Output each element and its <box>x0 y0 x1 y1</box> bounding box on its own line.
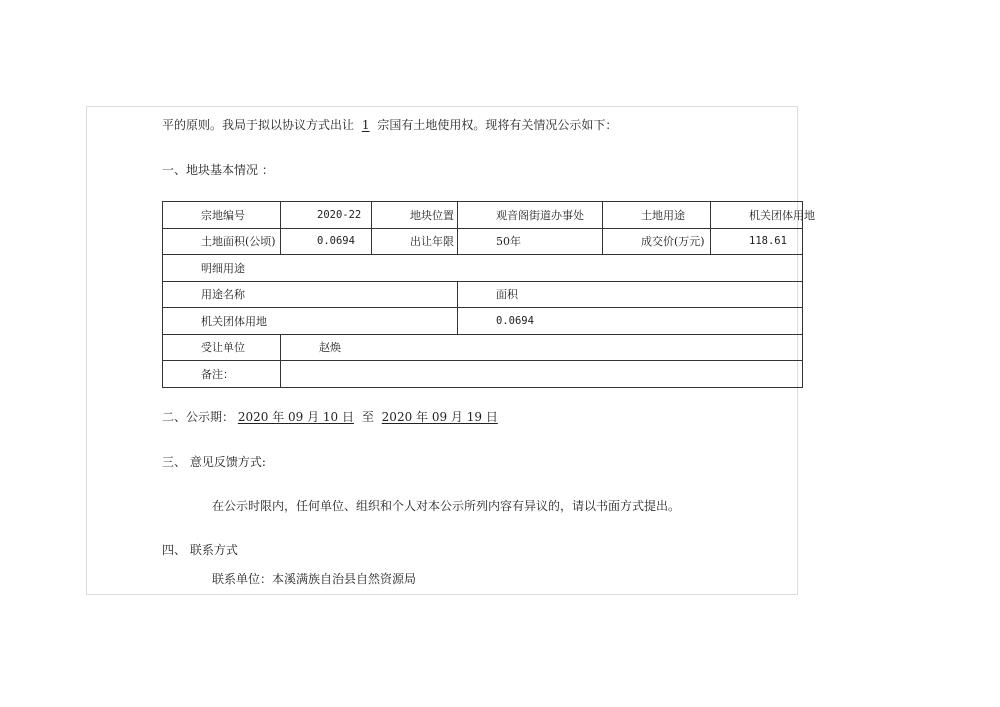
use-name-value: 机关团体用地 <box>163 308 458 335</box>
table-row <box>163 334 803 361</box>
section-1-title: 一、地块基本情况 ： <box>162 163 274 177</box>
price-value: 118.61 <box>711 228 803 255</box>
intro-text-after: 宗国有土地使用权。现将有关情况公示如下： <box>377 118 618 132</box>
date-separator: 至 <box>361 410 374 424</box>
intro-line <box>162 118 617 132</box>
section-3-body: 在公示时限内，任何单位、组织和个人对本公示所列内容有异议的，请以书面方式提出。 <box>212 499 681 513</box>
table-row <box>163 202 803 229</box>
remarks-value <box>281 361 803 388</box>
table-row <box>163 281 803 308</box>
use-name-header: 用途名称 <box>163 281 458 308</box>
parcel-info-table <box>162 201 815 388</box>
term-label: 出让年限 <box>372 228 458 255</box>
term-value: 50年 <box>458 228 603 255</box>
land-area-label: 土地面积(公顷) <box>163 228 281 255</box>
table-row <box>163 361 803 388</box>
detail-use-label: 明细用途 <box>163 255 803 282</box>
location-value: 观音阁街道办事处 <box>458 202 603 229</box>
parcel-number-label: 宗地编号 <box>163 202 281 229</box>
contact-unit: 联系单位：本溪满族自治县自然资源局 <box>212 572 417 586</box>
parcel-count: 1 <box>361 118 370 132</box>
section-2-line <box>162 410 498 424</box>
notice-start-date: 2020 年 09 月 10 日 <box>237 410 354 424</box>
notice-period-label: 二、公示期： <box>162 410 235 424</box>
table-row <box>163 255 803 282</box>
section-4-title: 四、 联系方式 <box>162 543 238 557</box>
table-row <box>163 308 803 335</box>
land-use-value: 机关团体用地 <box>711 202 803 229</box>
parcel-number-value: 2020-22 <box>281 202 372 229</box>
area-value: 0.0694 <box>458 308 803 335</box>
notice-end-date: 2020 年 09 月 19 日 <box>381 410 498 424</box>
grantee-value: 赵焕 <box>281 334 803 361</box>
intro-text-before: 平的原则。我局于拟以协议方式出让 <box>162 118 355 132</box>
remarks-label: 备注： <box>163 361 281 388</box>
land-use-label: 土地用途 <box>603 202 711 229</box>
document-page <box>86 106 815 595</box>
land-area-value: 0.0694 <box>281 228 372 255</box>
location-label: 地块位置 <box>372 202 458 229</box>
section-3-title: 三、 意见反馈方式: <box>162 455 266 469</box>
table-row <box>163 228 803 255</box>
area-header: 面积 <box>458 281 803 308</box>
price-label: 成交价(万元) <box>603 228 711 255</box>
grantee-label: 受让单位 <box>163 334 281 361</box>
